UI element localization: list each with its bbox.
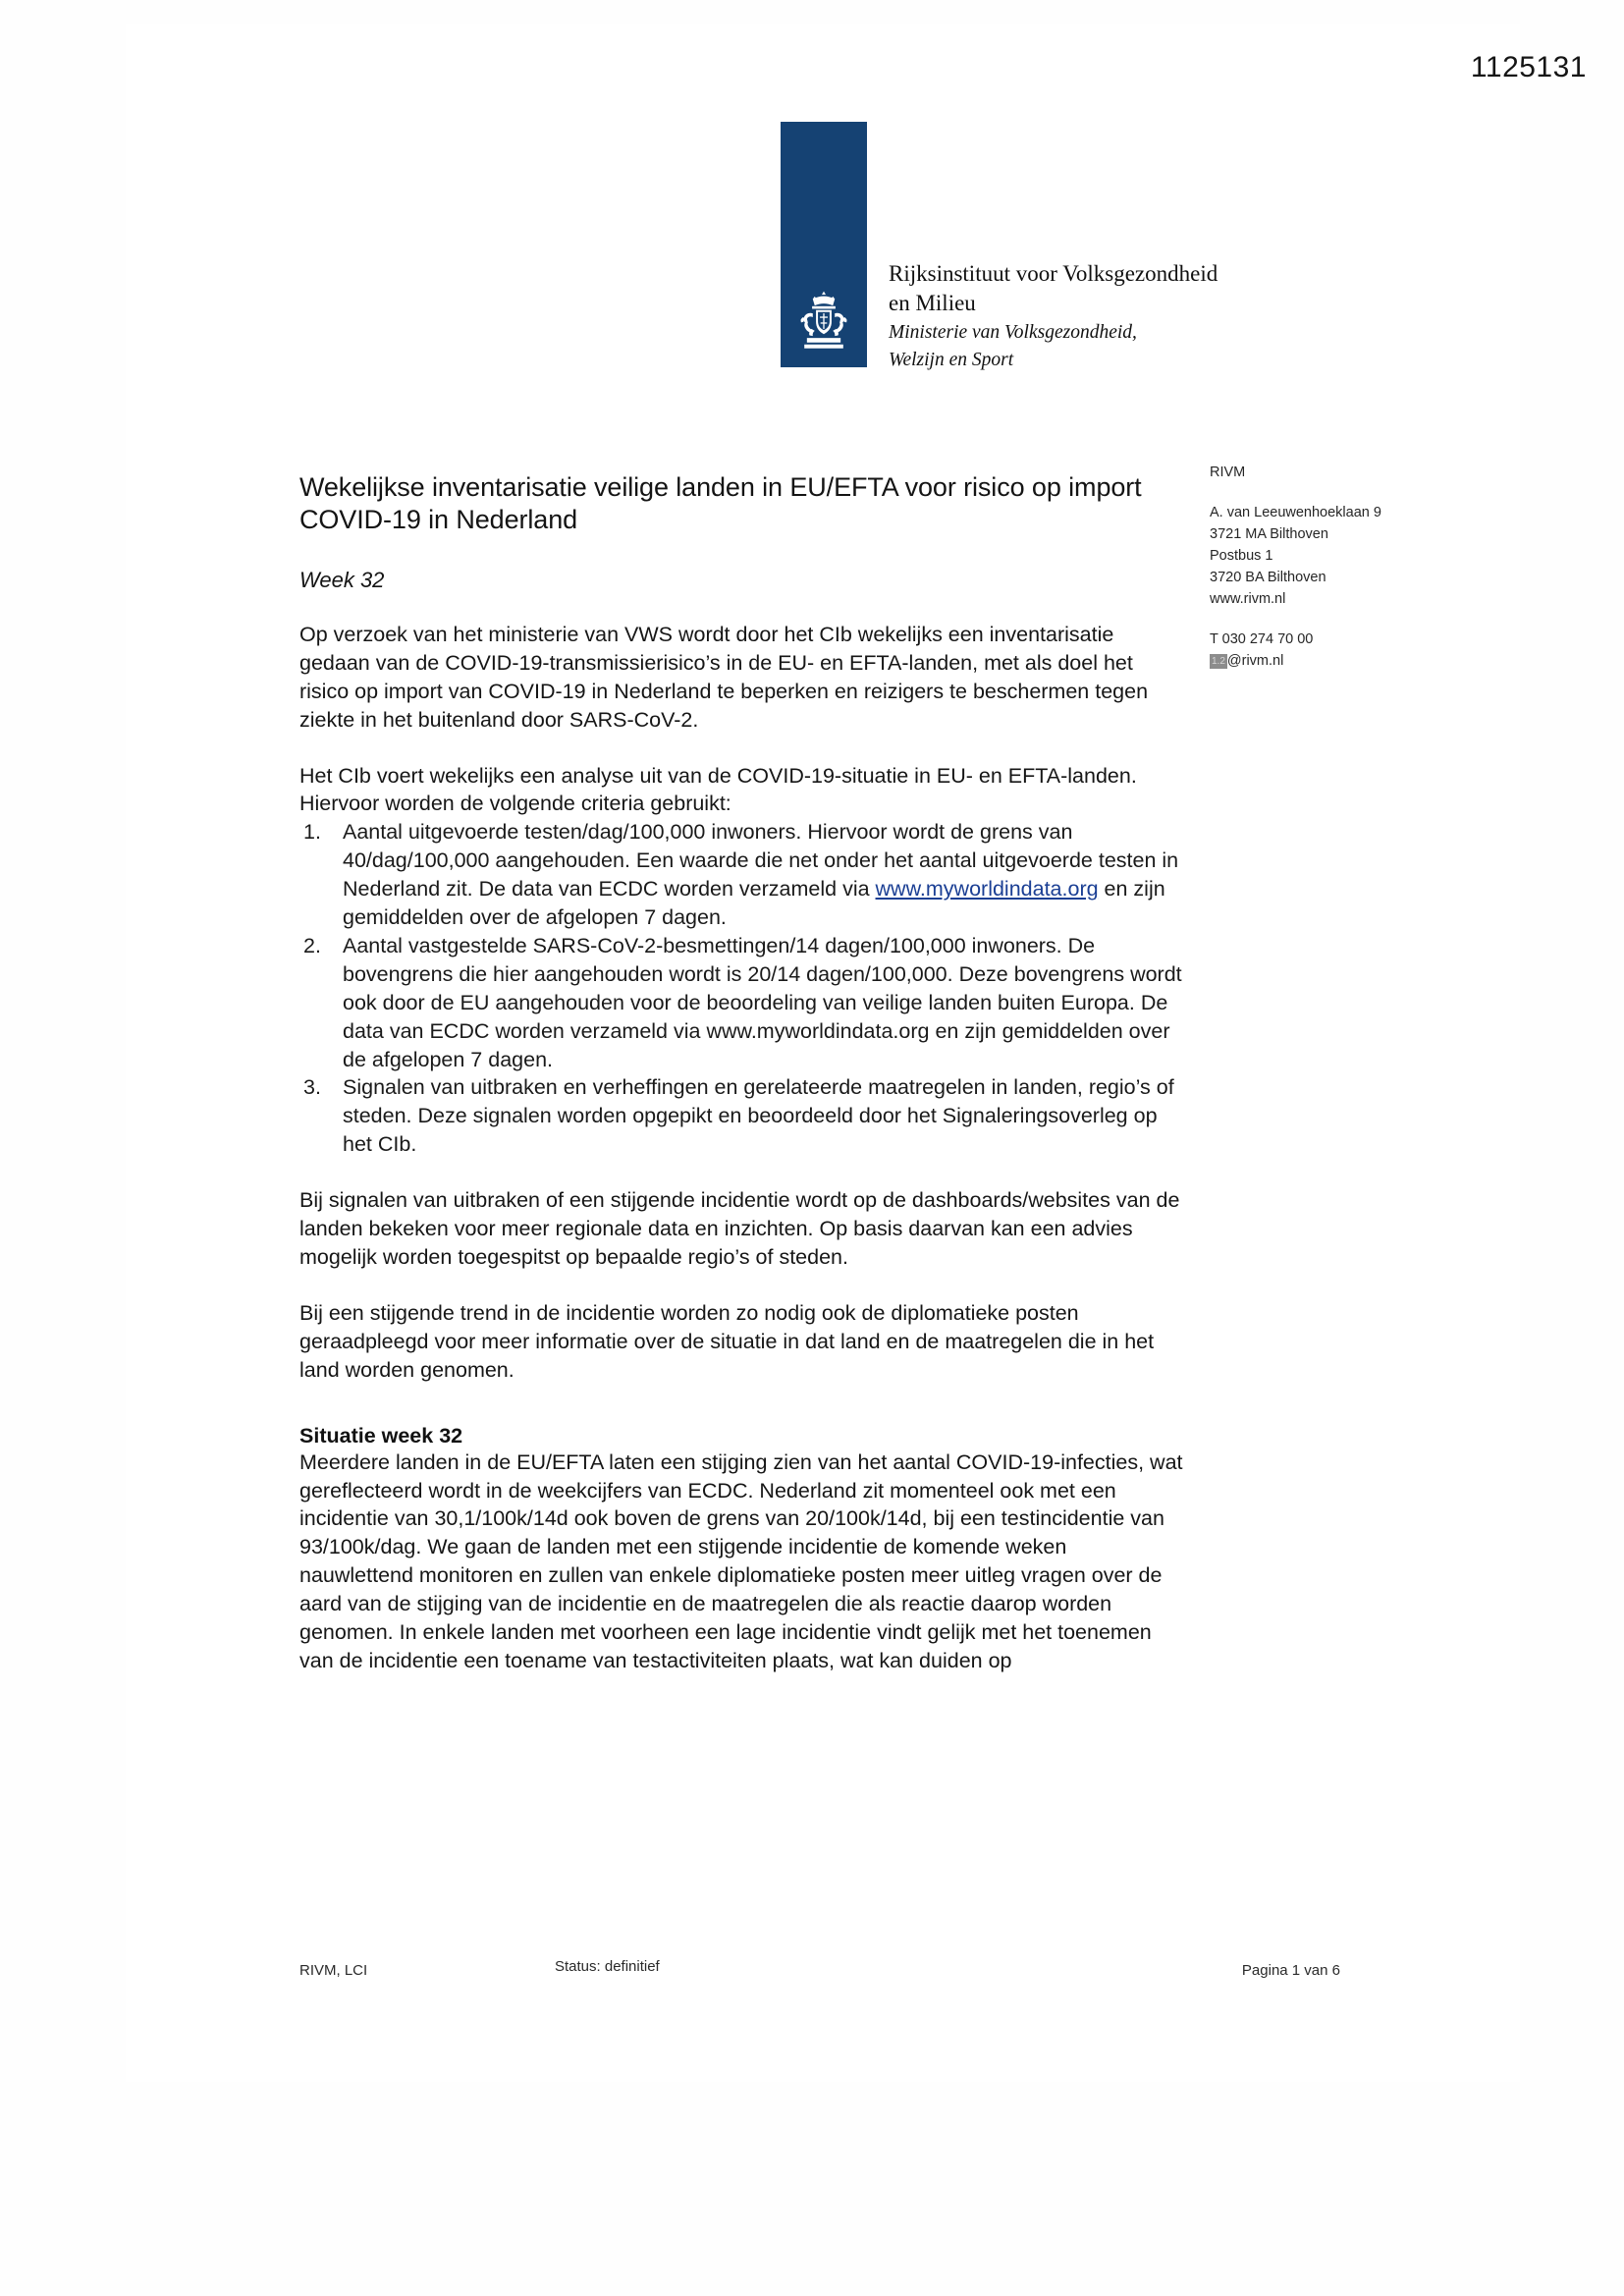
logo-blue-bar bbox=[781, 122, 867, 367]
dashboards-paragraph: Bij signalen van uitbraken of een stijgende incidentie wordt op de dashboards/websites van de landen bekeken voor meer regionale data en inzichten. Op basis daarvan kan een advies mogelijk worden toegespitst op bepaalde regio’s of steden. bbox=[299, 1188, 1180, 1269]
logo-org-line-2: en Milieu bbox=[889, 290, 976, 315]
document-number: 1125131 bbox=[1470, 51, 1587, 83]
address-line: 3721 MA Bilthoven bbox=[1210, 526, 1328, 543]
email-domain: @rivm.nl bbox=[1226, 653, 1284, 670]
footer-left: RIVM, LCI bbox=[299, 1962, 368, 1979]
list-item-number: 3. bbox=[303, 1075, 321, 1100]
criteria-intro-paragraph: Het CIb voert wekelijks een analyse uit van de COVID-19-situatie in EU- en EFTA-landen. Hiervoor worden de volgende criteria gebruikt: bbox=[299, 763, 1137, 816]
logo-ministry-line-1: Ministerie van Volksgezondheid, bbox=[889, 321, 1137, 343]
redaction-box: 1.2 bbox=[1212, 656, 1225, 668]
logo-org-line-1: Rijksinstituut voor Volksgezondheid bbox=[889, 261, 1218, 286]
document-body bbox=[299, 471, 1183, 1675]
netherlands-coat-of-arms-icon bbox=[791, 289, 856, 354]
list-item-text-after-link: en zijn gemiddelden over de afgelopen 7 dagen. bbox=[343, 877, 1165, 930]
situation-paragraph: Meerdere landen in de EU/EFTA laten een stijging zien van het aantal COVID-19-infecties, wat gereflecteerd wordt in de weekcijfers van ECDC. Nederland zit momenteel ook met een incidentie van 30,1/100k/14d ook boven de grens van 20/100k/14d, bij een testincidentie van 93/100k/dag. We gaan de landen met een stijgende incidentie de komende weken nauwlettend monitoren en zullen van enkele diplomatieke posten meer uitleg vragen over de aard van de stijging van de incidentie en de maatregelen die als reactie daarop worden genomen. In enkele landen met voorheen een lage incidentie vindt gelijk met het toenemen van de incidentie een toename van testactiviteiten plaats, wat kan duiden op bbox=[299, 1449, 1183, 1672]
situation-heading: Situatie week 32 bbox=[299, 1423, 463, 1448]
list-item-text: Signalen van uitbraken en verheffingen en gerelateerde maatregelen in landen, regio’s of steden. Deze signalen worden opgepikt en beoordeeld door het Signaleringsoverleg op het CIb. bbox=[343, 1075, 1174, 1157]
list-item-number: 2. bbox=[303, 933, 321, 957]
email-address bbox=[1210, 650, 1465, 672]
page-title: Wekelijkse inventarisatie veilige landen in EU/EFTA voor risico op import COVID-19 in Nederland bbox=[299, 472, 1142, 534]
list-item bbox=[299, 932, 1183, 1074]
diplomatic-posts-paragraph: Bij een stijgende trend in de incidentie worden zo nodig ook de diplomatieke posten geraadpleegd voor meer informatie over de situatie in dat land en de maatregelen die in het land worden genomen. bbox=[299, 1300, 1155, 1382]
list-item bbox=[299, 818, 1183, 932]
list-item-text: Aantal vastgestelde SARS-CoV-2-besmettingen/14 dagen/100,000 inwoners. De bovengrens die hier aangehouden wordt is 20/14 dagen/100,000. Deze bovengrens wordt ook door de EU aangehouden voor de beoordeling van veilige landen buiten Europa. De data van ECDC worden verzameld via www.myworldindata.org en zijn gemiddelden over de afgelopen 7 dagen. bbox=[343, 933, 1182, 1071]
footer-page-number: Pagina 1 van 6 bbox=[1241, 1962, 1340, 1979]
address-line: Postbus 1 bbox=[1210, 548, 1273, 565]
sidebar-org: RIVM bbox=[1210, 465, 1246, 480]
logo-ministry-line-2: Welzijn en Sport bbox=[889, 349, 1014, 370]
list-item bbox=[299, 1073, 1183, 1159]
address-line: A. van Leeuwenhoeklaan 9 bbox=[1210, 505, 1381, 521]
sidebar-contact bbox=[1210, 629, 1465, 672]
week-subtitle: Week 32 bbox=[299, 567, 385, 592]
address-line: 3720 BA Bilthoven bbox=[1210, 570, 1326, 586]
myworldindata-link[interactable]: www.myworldindata.org bbox=[875, 877, 1099, 902]
phone-number: T 030 274 70 00 bbox=[1210, 631, 1314, 648]
website-url[interactable]: www.rivm.nl bbox=[1210, 591, 1286, 608]
list-item-text-before-link: Aantal uitgevoerde testen/dag/100,000 inwoners. Hiervoor wordt de grens van 40/dag/100,000 aangehouden. Een waarde die net onder het aantal uitgevoerde testen in Nederland zit. De data van ECDC worden verzameld via bbox=[343, 820, 1179, 902]
footer-status: Status: definitief bbox=[555, 1958, 660, 1975]
sidebar-address bbox=[1210, 502, 1465, 610]
criteria-list bbox=[299, 818, 1183, 1159]
rivm-logo bbox=[781, 122, 1218, 372]
list-item-number: 1. bbox=[303, 820, 321, 845]
intro-paragraph: Op verzoek van het ministerie van VWS wordt door het CIb wekelijks een inventarisatie gedaan van de COVID-19-transmissierisico’s in de EU- en EFTA-landen, met als doel het risico op import van COVID-19 in Nederland te beperken en reizigers te beschermen tegen ziekte in het buitenland door SARS-CoV-2. bbox=[299, 622, 1149, 732]
logo-text-block bbox=[889, 122, 1218, 372]
address-sidebar bbox=[1210, 462, 1465, 672]
